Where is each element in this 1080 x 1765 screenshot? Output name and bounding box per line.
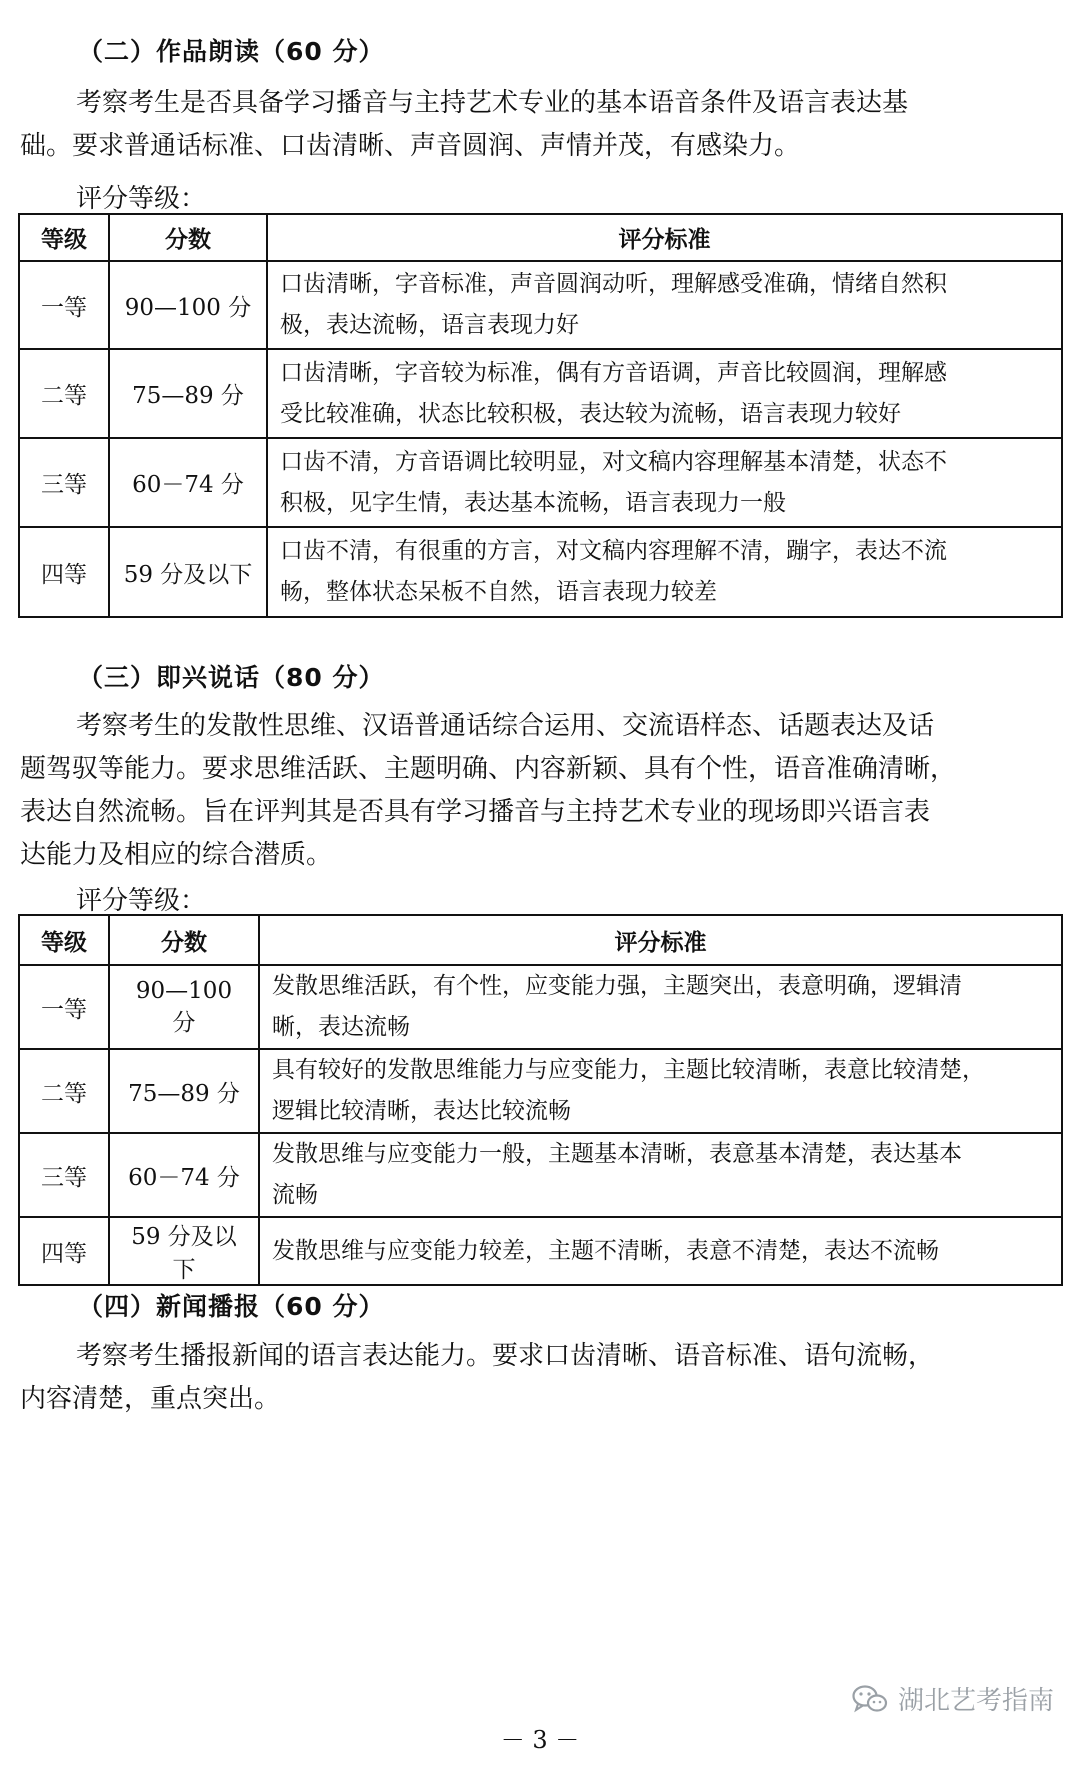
column-header-level: 等级 — [19, 214, 109, 261]
table-row — [19, 1133, 1062, 1217]
cell-score: 60－74 分 — [109, 1133, 259, 1217]
cell-criteria — [259, 1217, 1062, 1285]
cell-score: 75—89 分 — [109, 349, 267, 438]
cell-level: 四等 — [19, 1217, 109, 1285]
section-description-news — [20, 1335, 1060, 1421]
table-row — [19, 1049, 1062, 1133]
section-description-reading — [20, 82, 1060, 168]
criteria-line: 发散思维与应变能力一般，主题基本清晰，表意基本清楚，表达基本 — [272, 1141, 962, 1167]
column-header-criteria: 评分标准 — [259, 915, 1062, 965]
paragraph-line: 础。要求普通话标准、口齿清晰、声音圆润、声情并茂，有感染力。 — [20, 131, 801, 161]
cell-criteria — [267, 438, 1062, 527]
wechat-watermark — [852, 1680, 1054, 1717]
criteria-line: 口齿清晰，字音较为标准，偶有方音语调，声音比较圆润，理解感 — [280, 359, 947, 386]
cell-score: 75—89 分 — [109, 1049, 259, 1133]
cell-score: 60－74 分 — [109, 438, 267, 527]
paragraph-line: 考察考生播报新闻的语言表达能力。要求口齿清晰、语音标准、语句流畅， — [76, 1341, 935, 1371]
paragraph-line: 考察考生的发散性思维、汉语普通话综合运用、交流语样态、话题表达及话 — [76, 711, 935, 741]
cell-level: 二等 — [19, 1049, 109, 1133]
cell-criteria — [259, 1133, 1062, 1217]
column-header-score: 分数 — [109, 214, 267, 261]
grading-label: 评分等级： — [76, 886, 207, 916]
column-header-level: 等级 — [19, 915, 109, 965]
cell-score: 90—100 分 — [109, 965, 259, 1049]
cell-criteria — [259, 965, 1062, 1049]
cell-score: 59 分及以下 — [109, 527, 267, 617]
paragraph-line: 题驾驭等能力。要求思维活跃、主题明确、内容新颖、具有个性，语音准确清晰， — [20, 754, 957, 784]
table-row — [19, 527, 1062, 617]
cell-criteria — [267, 349, 1062, 438]
cell-level: 二等 — [19, 349, 109, 438]
cell-level: 三等 — [19, 1133, 109, 1217]
section-heading-news: （四）新闻播报（60 分） — [78, 1292, 385, 1321]
table-row — [19, 261, 1062, 349]
criteria-line: 口齿不清，方音语调比较明显，对文稿内容理解基本清楚，状态不 — [280, 448, 947, 475]
table-row — [19, 965, 1062, 1049]
grading-table-impromptu — [18, 914, 1063, 1286]
criteria-line: 发散思维与应变能力较差，主题不清晰，表意不清楚，表达不流畅 — [272, 1237, 939, 1264]
grading-table-reading — [18, 213, 1063, 618]
paragraph-line: 表达自然流畅。旨在评判其是否具有学习播音与主持艺术专业的现场即兴语言表 — [20, 797, 931, 827]
criteria-line: 畅，整体状态呆板不自然，语言表现力较差 — [280, 579, 717, 605]
cell-criteria — [267, 527, 1062, 617]
criteria-line: 流畅 — [272, 1182, 318, 1208]
criteria-line: 逻辑比较清晰，表达比较流畅 — [272, 1098, 571, 1124]
criteria-line: 晰，表达流畅 — [272, 1014, 410, 1040]
criteria-line: 口齿清晰，字音标准，声音圆润动听，理解感受准确，情绪自然积 — [280, 271, 947, 297]
paragraph-line: 达能力及相应的综合潜质。 — [20, 840, 333, 870]
criteria-line: 具有较好的发散思维能力与应变能力，主题比较清晰，表意比较清楚， — [272, 1057, 985, 1083]
grading-label: 评分等级： — [76, 184, 207, 214]
table-row — [19, 1217, 1062, 1285]
cell-level: 三等 — [19, 438, 109, 527]
table-row — [19, 438, 1062, 527]
section-heading-impromptu: （三）即兴说话（80 分） — [78, 663, 385, 692]
cell-level: 一等 — [19, 965, 109, 1049]
paragraph-line: 考察考生是否具备学习播音与主持艺术专业的基本语音条件及语言表达基 — [76, 88, 909, 118]
criteria-line: 极，表达流畅，语言表现力好 — [280, 312, 579, 338]
wechat-icon — [852, 1684, 888, 1714]
criteria-line: 受比较准确，状态比较积极，表达较为流畅，语言表现力较好 — [280, 400, 901, 427]
criteria-line: 口齿不清，有很重的方言，对文稿内容理解不清，蹦字，表达不流 — [280, 538, 947, 564]
column-header-score: 分数 — [109, 915, 259, 965]
cell-score: 90—100 分 — [109, 261, 267, 349]
criteria-line: 发散思维活跃，有个性，应变能力强，主题突出，表意明确，逻辑清 — [272, 973, 962, 999]
watermark-text: 湖北艺考指南 — [898, 1686, 1055, 1716]
cell-level: 一等 — [19, 261, 109, 349]
criteria-line: 积极，见字生情，表达基本流畅，语言表现力一般 — [280, 489, 786, 516]
column-header-criteria: 评分标准 — [267, 214, 1062, 261]
table-header-row — [19, 915, 1062, 965]
cell-criteria — [259, 1049, 1062, 1133]
section-description-impromptu — [20, 705, 1060, 877]
cell-level: 四等 — [19, 527, 109, 617]
page-number: － 3 － — [500, 1726, 580, 1754]
paragraph-line: 内容清楚，重点突出。 — [20, 1384, 281, 1414]
table-row — [19, 349, 1062, 438]
section-heading-reading: （二）作品朗读（60 分） — [78, 37, 385, 66]
table-header-row — [19, 214, 1062, 261]
cell-criteria — [267, 261, 1062, 349]
cell-score: 59 分及以下 — [109, 1217, 259, 1285]
